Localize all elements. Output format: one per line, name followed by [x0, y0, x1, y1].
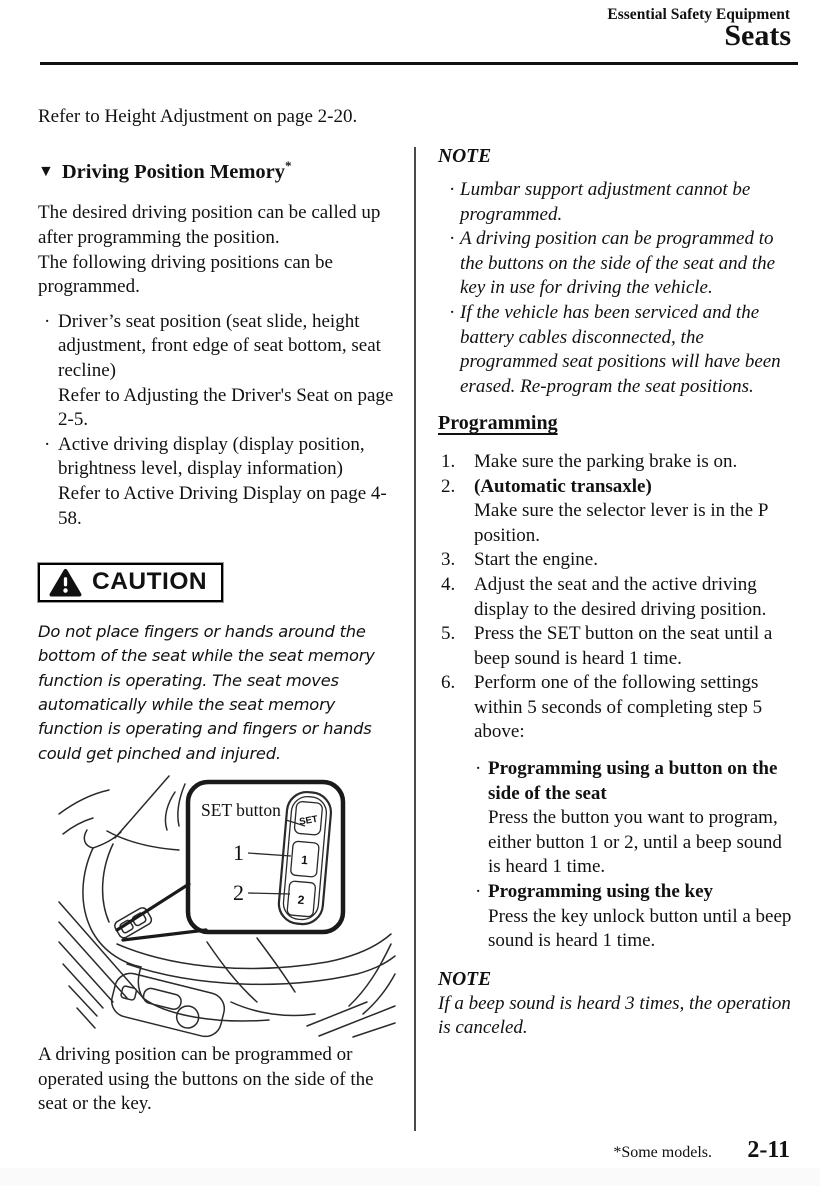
figure-callout-label: SET button — [201, 800, 281, 821]
bullet-marker: · — [449, 228, 456, 250]
note-label: NOTE — [438, 146, 492, 167]
substep-bold-heading: Programming using the key — [488, 881, 714, 903]
caution-label: CAUTION — [92, 568, 208, 596]
bottom-scan-band — [0, 1168, 820, 1186]
footnote-some-models: *Some models. — [613, 1144, 712, 1161]
step-item — [438, 548, 797, 573]
column-divider — [414, 147, 416, 1131]
step-text: Make sure the parking brake is on. — [474, 450, 738, 472]
substep-bold-heading: Programming using a button on the side of the seat — [488, 758, 778, 804]
list-item-text — [58, 310, 396, 433]
header-rule — [40, 62, 798, 65]
list-item-ref: Refer to Adjusting the Driver's Seat on page 2-5. — [58, 384, 394, 431]
seat-adjust-panel — [108, 970, 227, 1040]
step-number: 4. — [441, 573, 456, 595]
step-number: 1. — [441, 450, 456, 472]
step-number: 5. — [441, 623, 456, 645]
numbered-steps — [438, 450, 797, 745]
note-item — [438, 178, 797, 227]
substep-text: Press the key unlock button until a beep sound is heard 1 time. — [488, 905, 792, 952]
step-text: Start the engine. — [474, 549, 598, 571]
step-item — [438, 671, 797, 745]
list-item-ref: Refer to Active Driving Display on page 4-58. — [58, 482, 387, 529]
note-item-text: A driving position can be programmed to the buttons on the side of the seat and the key in use for driving the vehicle. — [460, 228, 776, 299]
note-item — [438, 227, 797, 301]
left-column — [38, 105, 396, 1117]
sub-bullet-item — [475, 880, 797, 954]
note-block — [438, 968, 797, 1041]
note-item-text: If the vehicle has been serviced and the battery cables disconnected, the programmed seat positions will have been erased. Re-program the seat positions. — [460, 301, 781, 397]
panel-button-2-label: 2 — [297, 892, 306, 908]
step-number: 2. — [441, 475, 456, 497]
page-number: 2-11 — [747, 1137, 790, 1163]
sub-bullet-item — [475, 757, 797, 880]
note-list — [438, 178, 797, 399]
step-item — [438, 475, 797, 549]
list-item — [38, 310, 396, 433]
list-item-main: Active driving display (display position, brightness level, display information) — [58, 433, 365, 480]
step-number: 6. — [441, 672, 456, 694]
list-item-text — [58, 433, 396, 531]
bullet-list — [38, 310, 396, 531]
section-heading-label: Driving Position Memory — [61, 160, 286, 183]
step-item — [438, 450, 797, 475]
note-label: NOTE — [438, 968, 492, 990]
seat-illustration — [57, 774, 397, 1040]
programming-heading: Programming — [438, 412, 558, 435]
page-title: Seats — [724, 19, 791, 52]
caution-text: Do not place fingers or hands around the bottom of the seat while the seat memory function is operating. The seat moves automatically while the seat memory function is operating and fingers or hands could get pinched and injured. — [38, 621, 375, 763]
step-item — [438, 622, 797, 671]
section-asterisk: * — [285, 157, 292, 173]
figure-label-1: 1 — [233, 840, 244, 866]
header-kicker: Essential Safety Equipment — [607, 6, 790, 23]
warning-triangle-icon — [49, 568, 82, 597]
step-text: Make sure the selector lever is in the P position. — [474, 500, 768, 546]
step-text: Perform one of the following settings within 5 seconds of completing step 5 above: — [474, 672, 763, 743]
bullet-marker: · — [449, 301, 456, 323]
bullet-marker: · — [44, 310, 51, 332]
bullet-marker: · — [475, 758, 482, 780]
caution-box — [38, 563, 223, 602]
panel-button-1-label: 1 — [300, 852, 309, 868]
body-paragraph: A driving position can be programmed or operated using the buttons on the side of the seat or the key. — [38, 1044, 374, 1115]
cross-reference: Refer to Height Adjustment on page 2-20. — [38, 106, 358, 127]
list-item — [38, 433, 396, 531]
body-paragraph: The desired driving position can be called up after programming the position. — [38, 202, 381, 249]
note-item — [438, 301, 797, 399]
bullet-marker: · — [475, 881, 482, 903]
substep-text: Press the button you want to program, either button 1 or 2, until a beep sound is heard 1 time. — [488, 807, 782, 878]
step-text: Press the SET button on the seat until a beep sound is heard 1 time. — [474, 623, 773, 669]
note-text: If a beep sound is heard 3 times, the operation is canceled. — [438, 992, 791, 1039]
section-marker-icon: ▼ — [38, 163, 54, 181]
step-text: Adjust the seat and the active driving display to the desired driving position. — [474, 573, 767, 620]
body-paragraph: The following driving positions can be programmed. — [38, 251, 333, 298]
list-item-main: Driver’s seat position (seat slide, height adjustment, front edge of seat bottom, seat recline) — [58, 310, 381, 381]
bullet-marker: · — [449, 179, 456, 200]
note-item-text: Lumbar support adjustment cannot be programmed. — [460, 179, 751, 225]
bullet-marker: · — [44, 433, 51, 455]
sub-bullet-list — [475, 757, 797, 954]
step-number: 3. — [441, 549, 456, 571]
figure-label-2: 2 — [233, 880, 244, 906]
panel-set-button-label: SET — [298, 813, 319, 828]
step-bold: (Automatic transaxle) — [474, 475, 652, 497]
right-column — [438, 145, 797, 1041]
section-heading — [38, 153, 396, 187]
step-item — [438, 573, 797, 622]
seat-illustration-figure — [57, 774, 397, 1040]
